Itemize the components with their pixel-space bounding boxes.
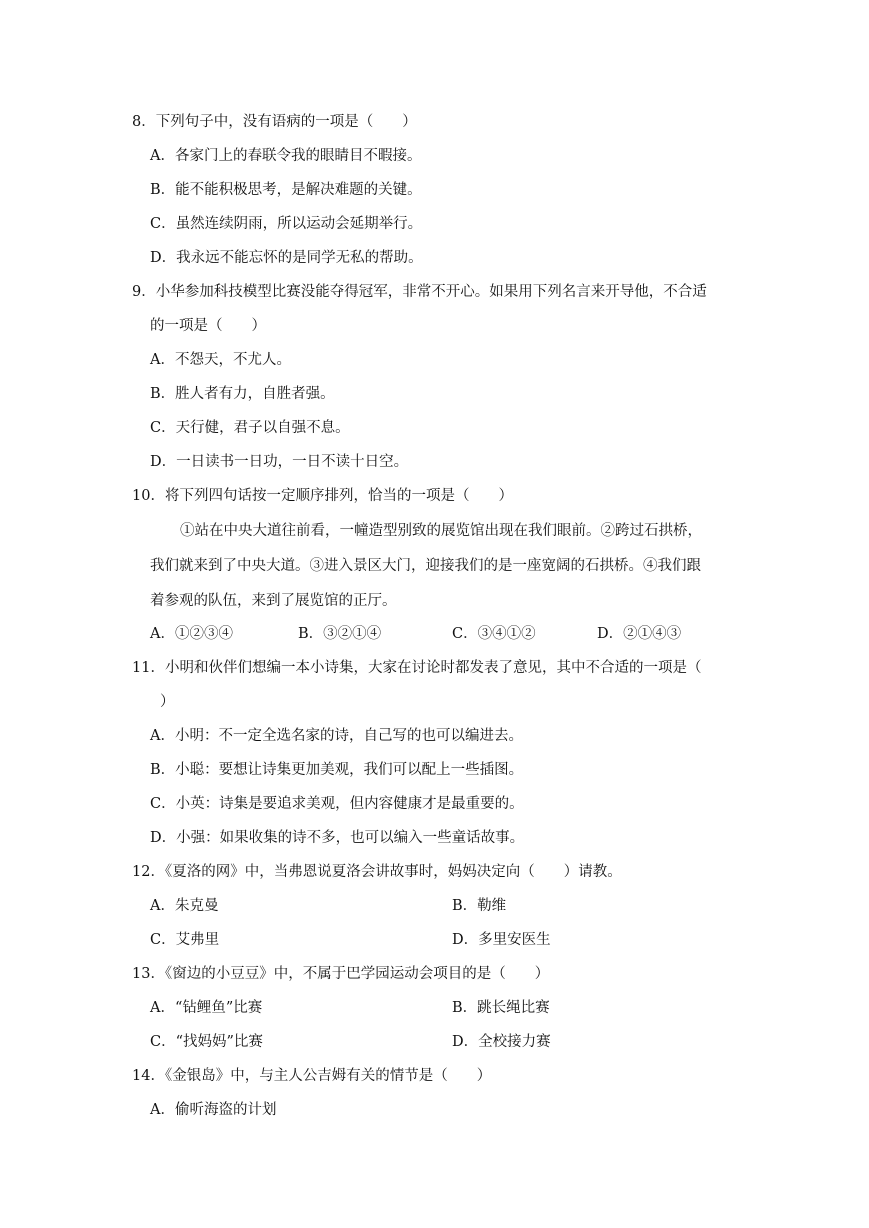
question-8-stem: 8．下列句子中，没有语病的一项是（ ） <box>132 114 417 130</box>
question-10-passage-line-1: ①站在中央大道往前看，一幢造型别致的展览馆出现在我们眼前。②跨过石拱桥， <box>180 523 702 539</box>
question-13-option-b: B．跳长绳比赛 <box>452 1000 550 1016</box>
question-12-option-c: C．艾弗里 <box>150 932 220 948</box>
question-10-option-b: B．③②①④ <box>298 626 382 642</box>
question-11-stem-continued: ） <box>160 694 175 710</box>
question-12-option-b: B．勒维 <box>452 898 507 914</box>
question-8-option-c: C．虽然连续阴雨，所以运动会延期举行。 <box>150 216 423 232</box>
question-11-option-b: B．小聪：要想让诗集更加美观，我们可以配上一些插图。 <box>150 762 524 778</box>
question-11-option-a: A．小明：不一定全选名家的诗，自己写的也可以编进去。 <box>150 728 523 744</box>
question-9-option-a: A．不怨天，不尤人。 <box>150 352 291 368</box>
question-9-option-d: D．一日读书一日功，一日不读十日空。 <box>150 454 409 470</box>
question-13-stem: 13．《窗边的小豆豆》中，不属于巴学园运动会项目的是（ ） <box>132 966 550 982</box>
question-13-option-d: D．全校接力赛 <box>452 1034 551 1050</box>
question-11-stem: 11．小明和伙伴们想编一本小诗集，大家在讨论时都发表了意见，其中不合适的一项是（ <box>132 660 702 676</box>
question-10-option-c: C．③④①② <box>452 626 536 642</box>
question-9-option-b: B．胜人者有力，自胜者强。 <box>150 386 335 402</box>
question-14-option-a: A．偷听海盗的计划 <box>150 1102 277 1118</box>
question-13-option-c: C．“找妈妈”比赛 <box>150 1034 263 1050</box>
question-8-option-a: A．各家门上的春联令我的眼睛目不暇接。 <box>150 148 422 164</box>
question-11-option-d: D．小强：如果收集的诗不多，也可以编入一些童话故事。 <box>150 830 525 846</box>
question-12-stem: 12．《夏洛的网》中，当弗恩说夏洛会讲故事时，妈妈决定向（ ）请教。 <box>132 864 622 880</box>
question-10-option-a: A．①②③④ <box>150 626 233 642</box>
question-10-stem: 10．将下列四句话按一定顺序排列，恰当的一项是（ ） <box>132 488 513 504</box>
question-9-stem-continued: 的一项是（ ） <box>150 318 266 334</box>
question-11-option-c: C．小英：诗集是要追求美观，但内容健康才是最重要的。 <box>150 796 524 812</box>
question-8-option-d: D．我永远不能忘怀的是同学无私的帮助。 <box>150 250 423 266</box>
question-14-stem: 14．《金银岛》中，与主人公吉姆有关的情节是（ ） <box>132 1068 492 1084</box>
question-9-stem: 9．小华参加科技模型比赛没能夺得冠军，非常不开心。如果用下列名言来开导他，不合适 <box>132 284 707 300</box>
question-10-passage-line-2: 我们就来到了中央大道。③进入景区大门，迎接我们的是一座宽阔的石拱桥。④我们跟 <box>150 558 701 574</box>
question-12-option-a: A．朱克曼 <box>150 898 219 914</box>
question-10-option-d: D．②①④③ <box>597 626 682 642</box>
question-9-option-c: C．天行健，君子以自强不息。 <box>150 420 350 436</box>
question-8-option-b: B．能不能积极思考，是解决难题的关键。 <box>150 182 422 198</box>
question-12-option-d: D．多里安医生 <box>452 932 551 948</box>
question-10-passage-line-3: 着参观的队伍，来到了展览馆的正厅。 <box>150 593 397 609</box>
question-13-option-a: A．“钻鲤鱼”比赛 <box>150 1000 263 1016</box>
